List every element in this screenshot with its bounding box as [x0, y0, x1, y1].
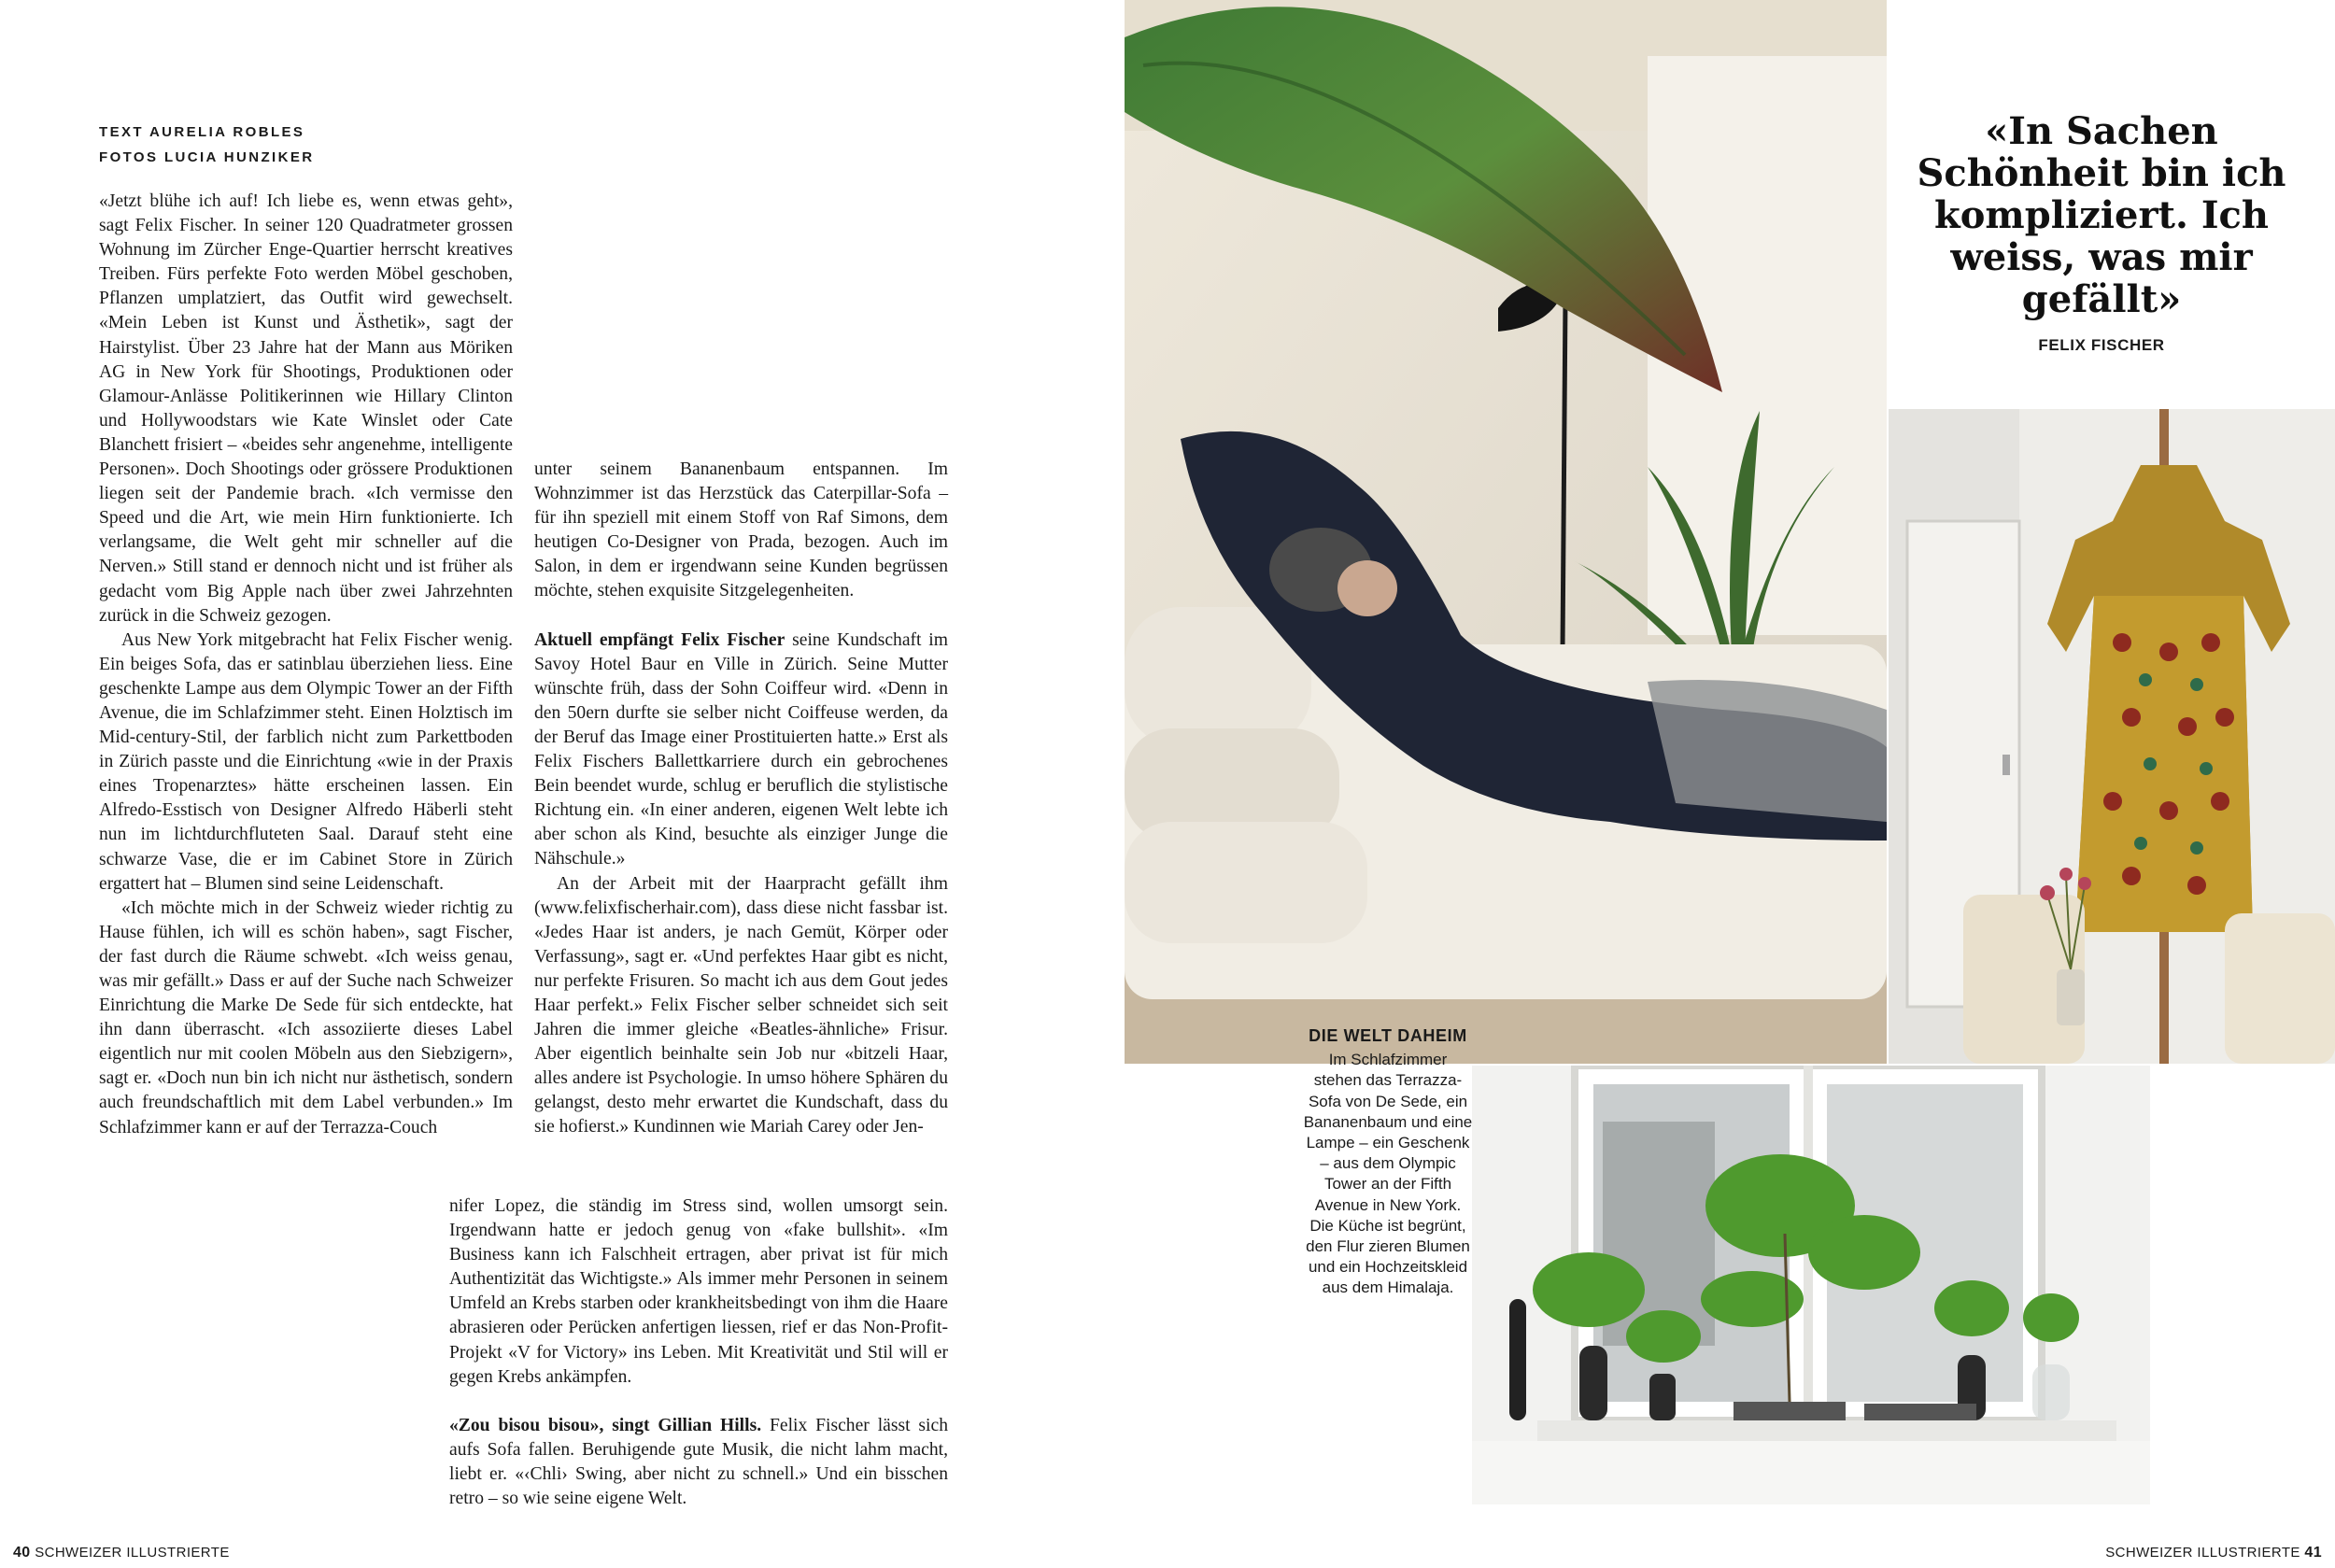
paragraph: «Ich möchte mich in der Schweiz wieder richtig zu Hause fühlen, ich will es schön haben», sagt Fischer, der fast durch die Räume schwebt. «Ich weiss genau, was mir gefällt.» Dass er auf der Suche nach Schweizer Einrichtung die Marke De Sede für sich entdeckte, hat ihn dann überrascht. «Ich assoziierte dieses Label eigentlich nur mit coolen Möbeln aus den Siebzigern», sagt er. «Doch nun bin ich nicht nur ästhetisch, sondern auch freundschaftlich mit dem Label verbunden.» Im Schlafzimmer kann er auf der Terrazza-Couch: [99, 897, 513, 1137]
paragraph-lead: «Zou bisou bisou», singt Gillian Hills.: [449, 1415, 762, 1435]
magazine-name: SCHWEIZER ILLUSTRIERTE: [35, 1545, 230, 1561]
pull-quote-author: FELIX FISCHER: [2038, 336, 2165, 354]
paragraph-lead: Aktuell empfängt Felix Fischer: [534, 629, 785, 650]
paragraph-text: Felix Fischer lässt sich aufs Sofa fallen. Beruhigende gute Musik, die nicht lahm macht, liebt er. «‹Chli› Swing, aber nicht zu schnell.» Und ein bisschen retro – so wie seine eigene Welt.: [449, 1415, 948, 1509]
kitchen-photo: [1472, 1066, 2150, 1504]
footer-right: [2105, 1545, 2322, 1561]
article-column-1: [99, 190, 513, 1140]
hallway-photo: [1889, 409, 2335, 1064]
paragraph: [534, 629, 948, 872]
bedroom-photo: [1125, 0, 1887, 1064]
bedroom-illustration: [1125, 0, 1887, 1064]
paragraph: [449, 1414, 948, 1511]
paragraph: unter seinem Bananenbaum entspannen. Im Wohnzimmer ist das Herzstück das Caterpillar-Sofa – für ihn speziell mit einem Stoff von Raf Simons, dem heutigen Co-Designer von Prada, bezogen. Auch im Salon, in dem er irgendwann seine Kunden begrüssen möchte, stehen exquisite Sitzgelegenheiten.: [534, 459, 948, 601]
caption-body: Im Schlafzimmer stehen das Terrazza-Sofa von De Sede, ein Bananenbaum und eine Lampe – ein Geschenk – aus dem Olympic Tower an der Fifth Avenue in New York. Die Küche ist begrünt, den Flur zieren Blumen und ein Hochzeitskleid aus dem Himalaja.: [1303, 1051, 1473, 1297]
article-column-3: [449, 1194, 948, 1511]
page-number: 40: [13, 1545, 31, 1561]
article-column-2: [534, 458, 948, 1140]
paragraph: Aus New York mitgebracht hat Felix Fischer wenig. Ein beiges Sofa, das er satinblau überziehen liess. Eine geschenkte Lampe aus dem Olympic Tower an der Fifth Avenue, die im Schlafzimmer steht. Einen Holztisch im Mid-century-Stil, der farblich nicht zum Parkettboden in Zürich passte und die Einrichtung «wie in der Praxis eines Tropenarztes» hätte erscheinen lassen. Ein Alfredo-Esstisch von Designer Alfredo Häberli steht nun im lichtdurchfluteten Saal. Darauf steht eine schwarze Vase, die er im Cabinet Store in Zürich ergattert hat – Blumen sind seine Leidenschaft.: [99, 629, 513, 894]
page-number: 41: [2304, 1545, 2322, 1561]
paragraph: An der Arbeit mit der Haarpracht gefällt ihm (www.felixfischerhair.com), dass diese nicht fassbar ist. «Jedes Haar ist anders, je nach Gemüt, Körper oder Verfassung», sagt er. «Und perfektes Haar gibt es nicht, nur perfekte Frisuren. So macht ich aus dem Gout jedes Haar perfekt.» Felix Fischer selber schneidet sich seit Jahren die immer gleiche «Beatles-ähnliche» Frisur. Aber eigentlich beinhalte sein Job nur «bitzeli Haar, alles andere ist Psychologie. In umso höhere Sphären du gelangst, desto mehr erwartet die Kundschaft, dass du sie hofierst.» Kundinnen wie Mariah Carey oder Jen-: [534, 873, 948, 1137]
paragraph: «Jetzt blühe ich auf! Ich liebe es, wenn etwas geht», sagt Felix Fischer. In seiner 120 Quadratmeter grossen Wohnung im Zürcher Enge-Quartier herrscht kreatives Treiben. Fürs perfekte Foto werden Möbel geschoben, Pflanzen umplatziert, das Outfit wird gewechselt. «Mein Leben ist Kunst und Ästhetik», sagt der Hairstylist. Über 23 Jahre hat der Mann aus Möriken AG in New York für Shootings, Produktionen oder Glamour-Anlässe Politikerinnen wie Hillary Clinton und Hollywoodstars wie Kate Winslet oder Cate Blanchett frisiert – «beides sehr angenehme, intelligente Personen». Doch Shootings oder grössere Produktionen liegen seit der Pandemie brach. «Ich vermisse den Speed und die Art, wie mein Hirn funktionierte. Ich verlangsame, die Welt geht mir schneller auf die Nerven.» Still stand er dennoch nicht und ist früher als gedacht vom Big Apple nach über zwei Jahrzehnten zurück in die Schweiz gezogen.: [99, 191, 513, 626]
hallway-illustration: [1889, 409, 2335, 1064]
paragraph-text: seine Kundschaft im Savoy Hotel Baur en Ville in Zürich. Seine Mutter wünschte früh, dass der Sohn Coiffeur wird. «Denn in den 50ern durfte sie selber nicht Coiffeuse werden, da der Beruf das Image einer Prostituierten hatte.» Erst als Felix Fischers Ballettkarriere durch ein gebrochenes Bein beendet wurde, schlug er beruflich die stylistische Richtung ein. «In einer anderen, eigenen Welt lebte ich aber schon als Kind, besuchte als einziger Junge die Nähschule.»: [534, 629, 948, 869]
credits: [99, 120, 315, 170]
pull-quote: «In Sachen Schönheit bin ich kompliziert. Ich weiss, was mir gefällt»: [1917, 109, 2286, 321]
paragraph: nifer Lopez, die ständig im Stress sind, wollen umsorgt sein. Irgendwann hatte er jedoch genug von «fake bullshit». «Im Business kann ich Falschheit ertragen, aber privat ist für mich Authentizität das Wichtigste.» Als immer mehr Personen in seinem Umfeld an Krebs starben oder krankheitsbedingt von ihm die Haare abrasieren oder Perücken anfertigen liessen, rief er das Non-Profit-Projekt «V for Victory» ins Leben. Mit Kreativität und Stil will er gegen Krebs ankämpfen.: [449, 1196, 948, 1387]
photo-credit: FOTOS LUCIA HUNZIKER: [99, 149, 315, 165]
caption-title: DIE WELT DAHEIM: [1309, 1026, 1467, 1045]
footer-left: [13, 1545, 230, 1561]
text-credit: TEXT AURELIA ROBLES: [99, 124, 305, 140]
magazine-name: SCHWEIZER ILLUSTRIERTE: [2105, 1545, 2300, 1561]
kitchen-illustration: [1472, 1066, 2150, 1504]
photo-caption: [1303, 1025, 1473, 1299]
